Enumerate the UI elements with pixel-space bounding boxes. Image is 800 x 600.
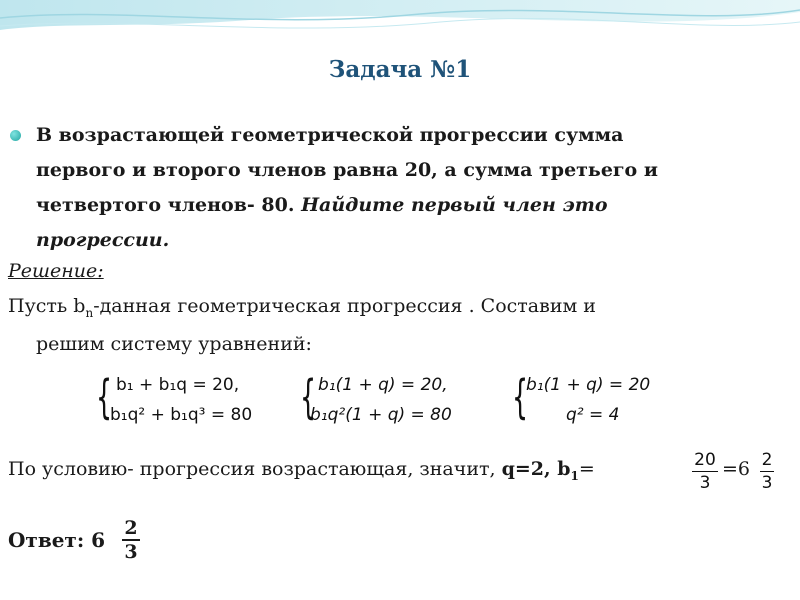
system-1-brace: { <box>96 370 113 424</box>
system-1-eq-1: b₁ + b₁q = 20, <box>116 375 240 395</box>
answer-label: Ответ: 6 <box>8 528 106 552</box>
let-subscript: n <box>85 305 94 320</box>
system-2-eq-2: b₁q²(1 + q) = 80 <box>310 405 452 425</box>
problem-line-4: прогрессии. <box>36 229 170 251</box>
fraction-twenty-thirds-numerator: 20 <box>694 450 716 470</box>
condition-q: q=2, b <box>501 458 571 480</box>
fraction-two-thirds-denominator: 3 <box>761 473 773 493</box>
let-suffix: -данная геометрическая прогрессия . Составим и <box>93 295 596 317</box>
condition-text: По условию- прогрессия возрастающая, значит, <box>8 458 502 480</box>
problem-line-2: первого и второго членов равна 20, а сумма третьего и <box>36 159 658 181</box>
let-statement <box>8 291 778 360</box>
solution-label: Решение: <box>8 260 104 282</box>
answer-fraction-numerator: 2 <box>124 517 138 539</box>
let-prefix: Пусть b <box>8 295 86 317</box>
condition-line <box>8 458 595 483</box>
problem-line-3-plain: четвертого членов- 80. <box>36 194 302 216</box>
condition-b-subscript: 1 <box>570 468 579 483</box>
decorative-waves <box>0 0 800 60</box>
bullet-icon <box>10 130 21 141</box>
problem-line-3-italic: Найдите первый член это <box>301 194 608 216</box>
fraction-two-thirds-numerator: 2 <box>761 450 773 470</box>
let-line-2: решим систему уравнений: <box>36 332 312 355</box>
fraction-bar <box>692 471 718 472</box>
fraction-twenty-thirds <box>692 450 718 493</box>
system-3-eq-2: q² = 4 <box>566 405 620 425</box>
system-1-eq-2: b₁q² + b₁q³ = 80 <box>110 405 253 425</box>
slide-title: Задача №1 <box>328 56 472 83</box>
system-2-brace: { <box>300 370 317 424</box>
problem-line-3 <box>36 188 766 223</box>
system-3-eq-1: b₁(1 + q) = 20 <box>526 375 651 395</box>
system-2-eq-1: b₁(1 + q) = 20, <box>318 375 448 395</box>
problem-line-1: В возрастающей геометрической прогрессии сумма <box>36 124 624 146</box>
problem-statement <box>36 118 766 258</box>
let-line-1 <box>8 291 778 329</box>
condition-equals-six: =6 <box>722 458 751 480</box>
condition-equals: = <box>578 458 595 480</box>
answer-fraction-denominator: 3 <box>124 541 138 563</box>
system-3-brace: { <box>512 370 529 424</box>
answer-fraction <box>122 518 140 563</box>
fraction-bar <box>760 471 774 472</box>
fraction-two-thirds <box>760 450 774 493</box>
fraction-twenty-thirds-denominator: 3 <box>699 473 711 493</box>
